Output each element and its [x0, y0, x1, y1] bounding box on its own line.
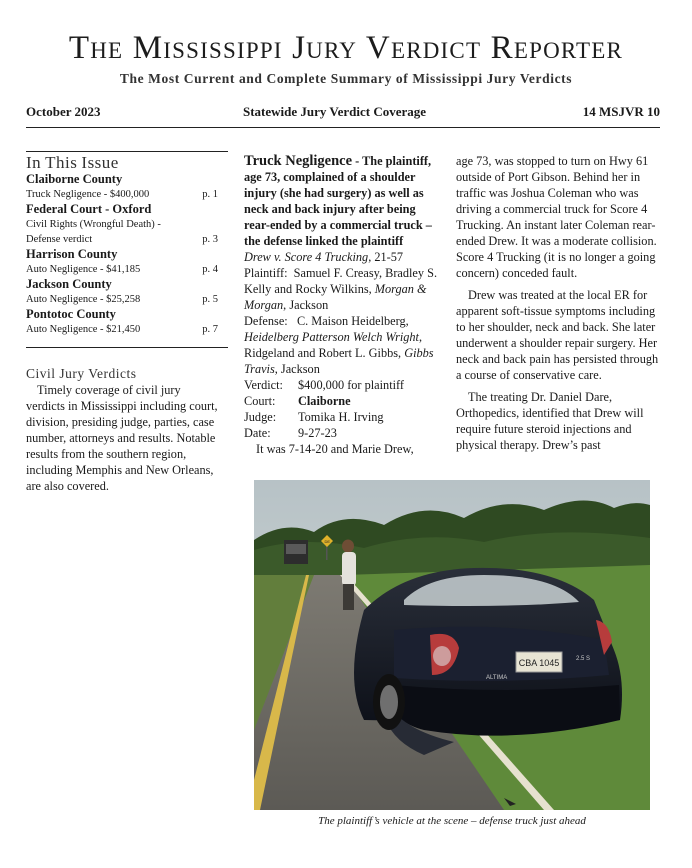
toc-county: Jackson County — [26, 277, 112, 291]
table-of-contents — [26, 172, 220, 337]
article-paragraph-1-start: It was 7-14-20 and Marie Drew, — [256, 442, 414, 456]
masthead-title: The Mississippi Jury Verdict Reporter — [68, 30, 624, 66]
toc-entry[interactable]: Auto Negligence - $25,258 p. 5 — [26, 294, 218, 305]
civil-section-body: Timely coverage of civil jury verdicts in Mississippi including court, division, presiding judge, parties, case number, attorneys and results. Notable results from the southern region, including Memphis and New Orleans, are also covered. — [26, 383, 218, 493]
civil-section-title: Civil Jury Verdicts — [26, 366, 137, 381]
volume-number: 14 MSJVR 10 — [582, 104, 660, 119]
toc-group — [26, 247, 220, 277]
toc-bottom-rule — [26, 347, 228, 348]
toc-county: Federal Court - Oxford — [26, 202, 152, 216]
toc-page: p. 4 — [202, 264, 218, 275]
article-paragraph-2: Drew was treated at the local ER for apparent soft-tissue symptoms including to her shoulder, neck and back. She later underwent a shoulder repair surgery. Her neck and back pain has persisted through a course of conservative care. — [456, 288, 659, 382]
article-column-2 — [456, 153, 662, 453]
article-paragraph-3: The treating Dr. Daniel Dare, Orthopedics, identified that Drew will require future steroid injections and physical therapy. Drew’s past — [456, 390, 644, 452]
case-caption: Drew v. Score 4 Trucking, 21-57 — [244, 250, 404, 264]
toc-entry[interactable]: Civil Rights (Wrongful Death) - Defense verdict p. 3 — [26, 219, 218, 245]
toc-county: Pontotoc County — [26, 307, 116, 321]
verdict-row: Verdict: $400,000 for plaintiff — [244, 378, 404, 392]
toc-page: p. 5 — [202, 294, 218, 305]
header-divider — [26, 127, 660, 128]
toc-page: p. 3 — [202, 234, 218, 245]
article-column-1 — [244, 153, 442, 457]
toc-group — [26, 307, 220, 337]
accident-photo — [254, 480, 650, 810]
toc-group — [26, 277, 220, 307]
photo-caption: The plaintiff’s vehicle at the scene – defense truck just ahead — [318, 815, 586, 827]
toc-entry[interactable]: Auto Negligence - $41,185 p. 4 — [26, 264, 218, 275]
date-row: Date: 9-27-23 — [244, 426, 337, 440]
toc-group — [26, 202, 220, 247]
coverage-label: Statewide Jury Verdict Coverage — [243, 104, 427, 119]
trim-badge-text: 2.5 S — [576, 656, 591, 662]
defense-counsel: Defense: C. Maison Heidelberg, Heidelberg Patterson Welch Wright, Ridgeland and Robert L. Gibbs, Gibbs Travis, Jackson — [244, 314, 434, 376]
plaintiff-counsel: Plaintiff: Samuel F. Creasy, Bradley S. Kelly and Rocky Wilkins, Morgan & Morgan, Jackson — [244, 266, 438, 312]
article-headline: Truck Negligence - The plaintiff, age 73, complained of a shoulder injury (she had surgery) as well as neck and back injury after being rear-ended by a commercial truck – the defense linked the plaintiff — [244, 153, 432, 248]
toc-group — [26, 172, 220, 202]
toc-page: p. 1 — [202, 189, 218, 200]
toc-entry[interactable]: Auto Negligence - $21,450 p. 7 — [26, 324, 218, 335]
masthead-subtitle: The Most Current and Complete Summary of Mississippi Jury Verdicts — [119, 71, 573, 86]
toc-top-rule — [26, 151, 228, 152]
toc-county: Harrison County — [26, 247, 118, 261]
issue-bar — [26, 104, 660, 122]
toc-county: Claiborne County — [26, 172, 123, 186]
article-paragraph-1-cont: age 73, was stopped to turn on Hwy 61 outside of Port Gibson. Behind her in traffic was Joshua Coleman who was driving a commercial truck for Score 4 Trucking. An instant later Coleman rear-ended Drew. It was a moderate collision. Score 4 Trucking (it is no longer a going concern) conceded fault. — [456, 154, 657, 280]
license-plate-text: CBA 1045 — [518, 658, 560, 668]
road-sign-text: DE — [324, 539, 331, 544]
toc-page: p. 7 — [202, 324, 218, 335]
court-row: Court: Claiborne — [244, 394, 351, 408]
toc-title: In This Issue — [26, 153, 119, 172]
toc-entry[interactable]: Truck Negligence - $400,000 p. 1 — [26, 189, 218, 200]
issue-date: October 2023 — [26, 104, 101, 119]
model-badge-text: ALTIMA — [486, 675, 508, 681]
judge-row: Judge: Tomika H. Irving — [244, 410, 384, 424]
